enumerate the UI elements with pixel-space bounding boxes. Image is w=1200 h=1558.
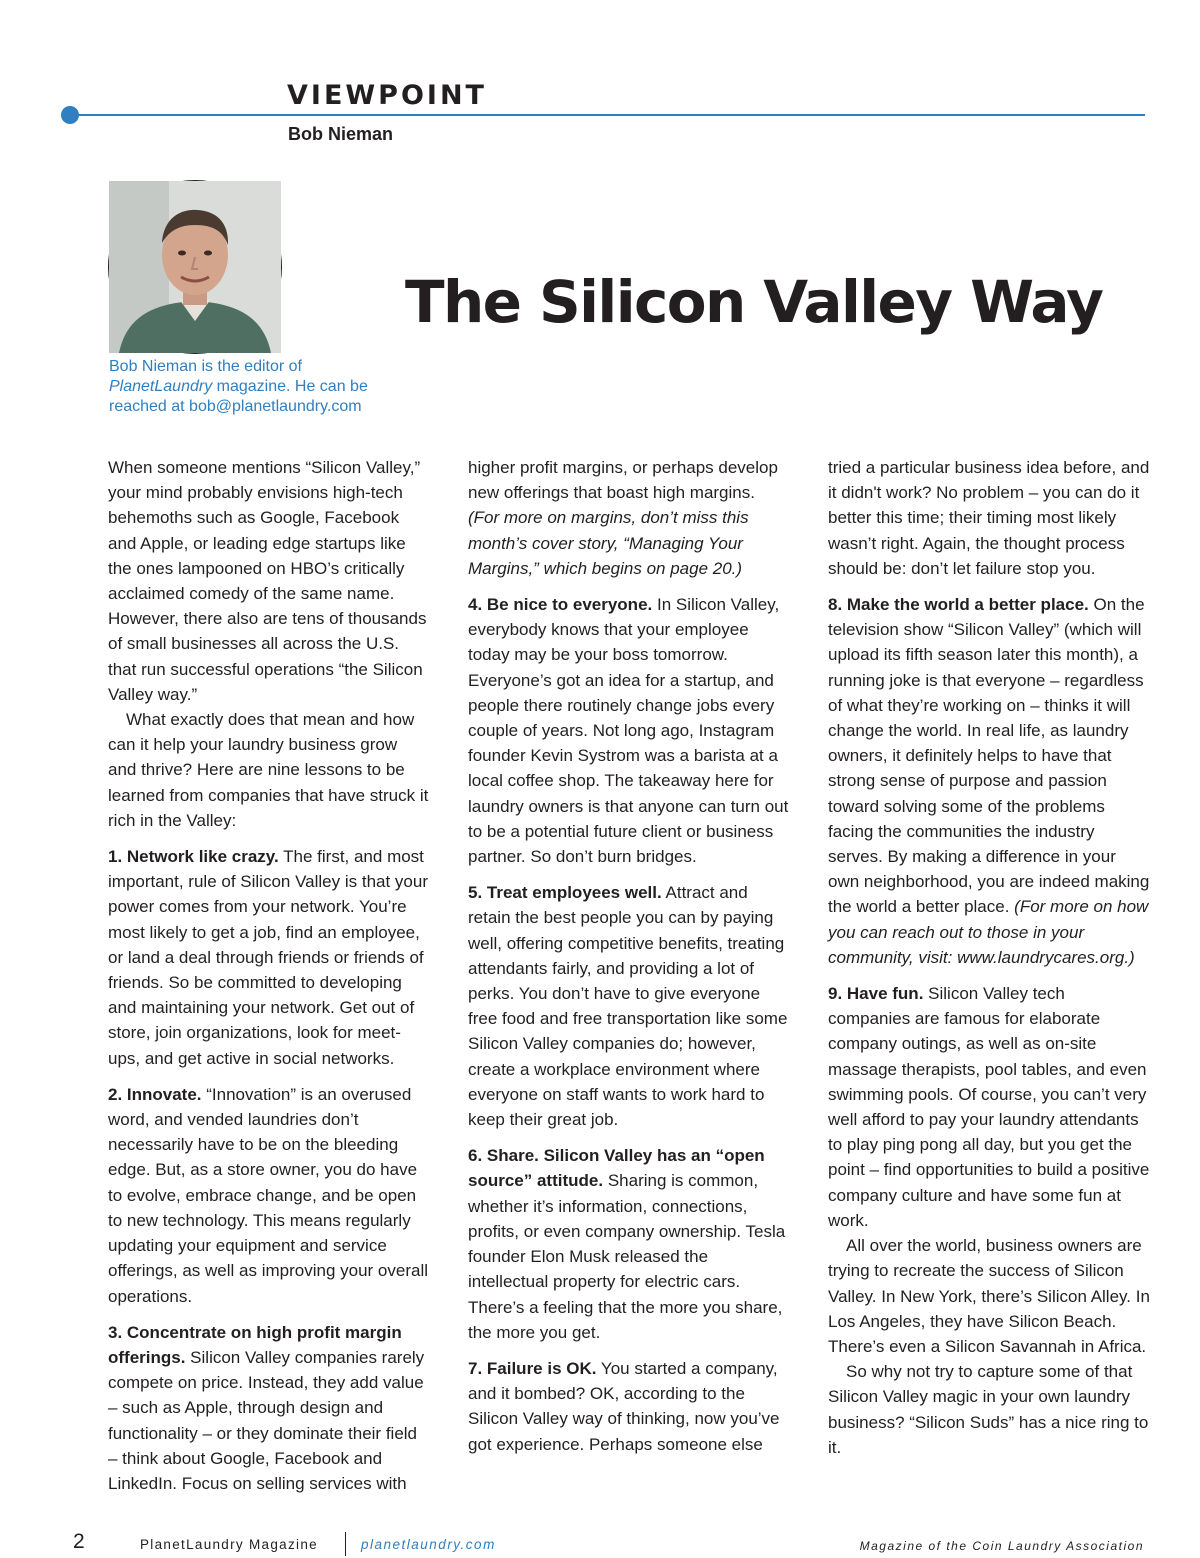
lesson-7-continued: tried a particular business idea before, and it didn't work? No problem – you can do it better this time; their timing most likely wasn’t right. Again, the thought process should be: don’t let failure stop you. bbox=[828, 458, 1150, 578]
footer-magazine-name: PlanetLaundry Magazine bbox=[140, 1537, 318, 1552]
paragraph: What exactly does that mean and how can it help your laundry business grow and thrive? Here are nine lessons to be learned from companies that have struck it rich in the Valley: bbox=[108, 710, 429, 830]
author-name: Bob Nieman bbox=[288, 124, 394, 144]
editor-note: (For more on margins, don’t miss this month’s cover story, “Managing Your Margins,” which begins on page 20.) bbox=[468, 508, 749, 578]
lesson-body: higher profit margins, or perhaps develop new offerings that boast high margins. bbox=[468, 458, 778, 503]
bio-contact: reached at bob@planetlaundry.com bbox=[109, 398, 362, 415]
lesson-3 bbox=[108, 1320, 430, 1496]
lesson-heading: 3. Concentrate on high profit margin offerings. bbox=[108, 1322, 402, 1367]
lesson-heading: 6. Share. Silicon Valley has an “open source” attitude. bbox=[468, 1146, 765, 1191]
lesson-9 bbox=[828, 981, 1150, 1233]
author-bio bbox=[109, 357, 409, 417]
lesson-1 bbox=[108, 844, 430, 1071]
lesson-8 bbox=[828, 592, 1150, 970]
bio-line: Bob Nieman is the editor of bbox=[109, 358, 302, 375]
lesson-6 bbox=[468, 1143, 790, 1345]
paragraph: So why not try to capture some of that Silicon Valley magic in your own laundry business? “Silicon Suds” has a nice ring to it. bbox=[828, 1362, 1149, 1457]
lesson-body: Sharing is common, whether it’s information, connections, profits, or even company ownership. Tesla founder Elon Musk released the intellectual property for electric cars. There’s a feeling that the more you share, the more you get. bbox=[468, 1171, 786, 1342]
lesson-heading: 8. Make the world a better place. bbox=[828, 595, 1089, 615]
lesson-heading: 7. Failure is OK. bbox=[468, 1358, 597, 1378]
lesson-heading: 5. Treat employees well. bbox=[468, 883, 662, 903]
lesson-7 bbox=[468, 1356, 790, 1457]
article-column-1 bbox=[108, 455, 430, 1493]
lesson-body: Silicon Valley tech companies are famous for elaborate company outings, as well as on-site massage therapists, pool tables, and even swimming pools. Of course, you can’t very well afford to pay your laundry attendants to play ping pong all day, but you get the point – find opportunities to build a positive company culture and have some fun at work. bbox=[828, 984, 1150, 1230]
footer-divider bbox=[345, 1532, 346, 1556]
lesson-body: You started a company, and it bombed? OK, according to the Silicon Valley way of thinking, now you’ve got experience. Perhaps someone else bbox=[468, 1358, 780, 1454]
article-column-3 bbox=[828, 455, 1150, 1457]
lesson-body: The first, and most important, rule of Silicon Valley is that your power comes from your network. You’re most likely to get a job, find an employee, or land a deal through friends or friends of friends. So be committed to developing and maintaining your network. Get out of store, join organizations, look for meet-ups, and get active in social networks. bbox=[108, 847, 428, 1068]
lesson-5 bbox=[468, 880, 790, 1132]
lesson-body: On the television show “Silicon Valley” (which will upload its fifth season later this month), a running joke is that everyone – regardless of what they’re working on – thinks it will change the world. In real life, as laundry owners, it definitely helps to have that strong sense of purpose and passion toward solving some of the problems facing the communities the industry serves. By making a difference in your own neighborhood, you are indeed making the world a better place. bbox=[828, 595, 1150, 917]
lesson-body: “Innovation” is an overused word, and vended laundries don’t necessarily have to be on the bleeding edge. But, as a store owner, you do have to evolve, embrace change, and be open to new technology. This means regularly updating your equipment and service offerings, as well as improving your overall operations. bbox=[108, 1084, 428, 1306]
lesson-2 bbox=[108, 1082, 430, 1309]
author-photo bbox=[108, 180, 282, 354]
article-title: The Silicon Valley Way bbox=[405, 268, 1103, 336]
lesson-3-continued bbox=[468, 455, 790, 581]
lesson-heading: 1. Network like crazy. bbox=[108, 847, 279, 867]
lesson-body: Attract and retain the best people you can by paying well, offering competitive benefits, treating attendants fairly, and providing a lot of perks. You don’t have to give everyone free food and free transportation like some Silicon Valley companies do; however, create a workplace environment where everyone on staff wants to work hard to keep their great job. bbox=[468, 883, 788, 1130]
paragraph: When someone mentions “Silicon Valley,” your mind probably envisions high-tech behemoths such as Google, Facebook and Apple, or leading edge startups like the ones lampooned on HBO’s critically acclaimed comedy of the same name. However, there also are tens of thousands of small businesses all across the U.S. that run successful operations “the Silicon Valley way.” bbox=[108, 458, 427, 704]
lesson-heading: 2. Innovate. bbox=[108, 1084, 202, 1104]
bio-line: magazine. He can be bbox=[212, 378, 368, 395]
lesson-body: In Silicon Valley, everybody knows that your employee today may be your boss tomorrow. Everyone’s got an idea for a startup, and people there routinely change jobs every couple of years. Not long ago, Instagram founder Kevin Systrom was a barista at a local coffee shop. The takeaway here for laundry owners is that anyone can turn out to be a potential future client or business partner. So don’t burn bridges. bbox=[468, 595, 789, 867]
lesson-heading: 4. Be nice to everyone. bbox=[468, 595, 653, 615]
footer-association: Magazine of the Coin Laundry Association bbox=[859, 1539, 1144, 1553]
page-number: 2 bbox=[73, 1530, 85, 1553]
paragraph: All over the world, business owners are trying to recreate the success of Silicon Valley. In New York, there’s Silicon Alley. In Los Angeles, they have Silicon Beach. There’s even a Silicon Savannah in Africa. bbox=[828, 1236, 1150, 1356]
lesson-4 bbox=[468, 592, 790, 869]
lesson-heading: 9. Have fun. bbox=[828, 984, 924, 1004]
editor-note: (For more on how you can reach out to those in your community, visit: www.laundrycares.org.) bbox=[828, 897, 1149, 967]
footer-website-link[interactable]: planetlaundry.com bbox=[361, 1537, 496, 1552]
bio-magazine-name: PlanetLaundry bbox=[109, 378, 213, 395]
section-label: VIEWPOINT bbox=[287, 80, 487, 111]
author-portrait-icon bbox=[109, 181, 281, 353]
lesson-body: Silicon Valley companies rarely compete on price. Instead, they add value – such as Apple, through design and functionality – or they dominate their field – think about Google, Facebook and LinkedIn. Focus on selling services with bbox=[108, 1347, 425, 1493]
header-rule bbox=[70, 114, 1145, 116]
article-column-2 bbox=[468, 455, 790, 1454]
